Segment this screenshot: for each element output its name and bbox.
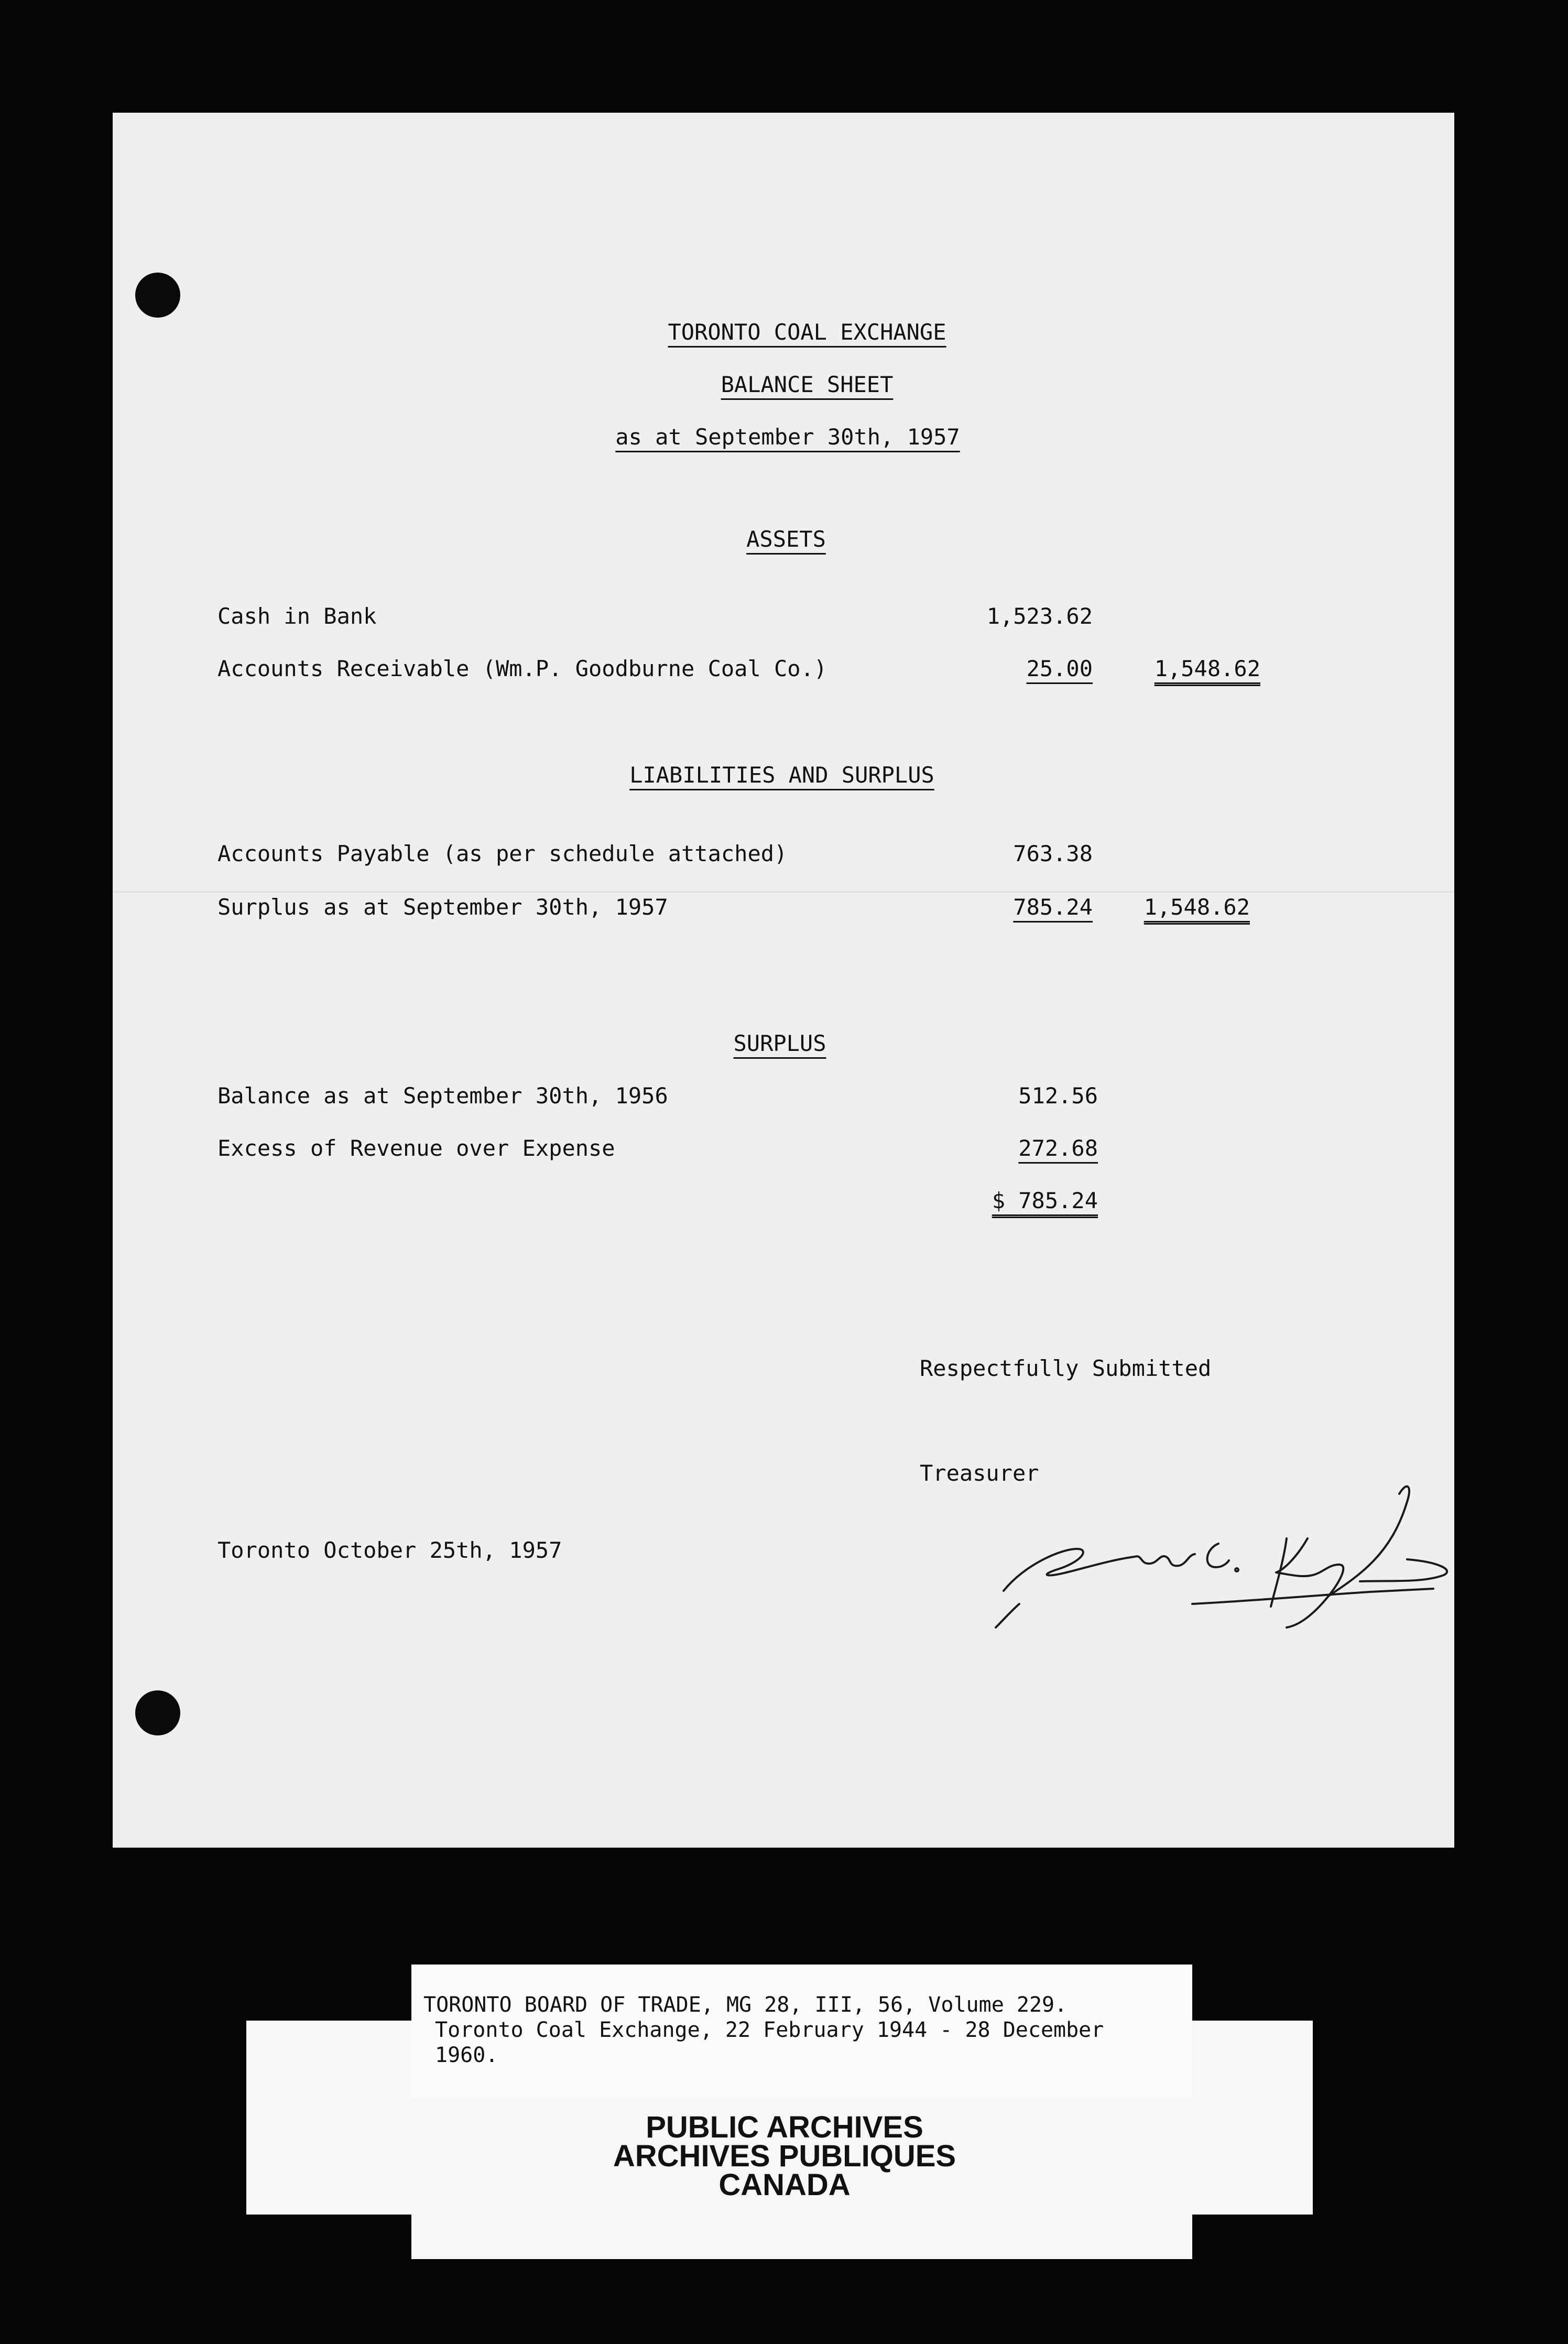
asset-row-label: Cash in Bank [217,603,377,629]
surplus-row-amount: 272.68 [1018,1135,1098,1161]
liability-row-label: Accounts Payable (as per schedule attached) [217,841,788,866]
archive-stamp-line: CANADA [718,2168,851,2202]
liability-row-amount: 785.24 [1013,894,1093,920]
surplus-row-amount: 512.56 [1018,1083,1098,1109]
treasurer-signature [993,1470,1507,1638]
closing-text: Respectfully Submitted [920,1355,1212,1381]
surplus-row-label: Excess of Revenue over Expense [217,1135,615,1161]
assets-heading: ASSETS [746,526,826,552]
citation-line: Toronto Coal Exchange, 22 February 1944 - 28 December [435,2018,1104,2042]
asset-row-label: Accounts Receivable (Wm.P. Goodburne Coal Co.) [217,656,827,681]
surplus-row-label: Balance as at September 30th, 1956 [217,1083,668,1109]
archive-stamp-line: ARCHIVES PUBLIQUES [613,2139,956,2173]
signatory-title: Treasurer [920,1460,1039,1486]
label-strip [411,2215,1192,2259]
document-title: BALANCE SHEET [721,372,894,397]
citation-line: TORONTO BOARD OF TRADE, MG 28, III, 56, Volume 229. [423,1993,1068,2017]
liabilities-total: 1,548.62 [1144,894,1250,920]
citation-line: 1960. [435,2043,498,2067]
liability-row-label: Surplus as at September 30th, 1957 [217,894,668,920]
surplus-heading: SURPLUS [733,1030,826,1056]
liabilities-heading: LIABILITIES AND SURPLUS [629,762,934,788]
punch-hole-top [135,273,180,318]
document-page [113,113,1454,1848]
as-at-date: as at September 30th, 1957 [615,424,960,450]
paper-fold-line [113,891,1454,893]
liability-row-amount: 763.38 [1013,841,1093,866]
place-and-date: Toronto October 25th, 1957 [217,1537,562,1563]
asset-row-amount: 25.00 [1026,656,1093,681]
surplus-total: $ 785.24 [992,1188,1098,1213]
organization-name: TORONTO COAL EXCHANGE [668,319,946,345]
asset-row-amount: 1,523.62 [986,603,1093,629]
archive-stamp-line: PUBLIC ARCHIVES [646,2110,923,2144]
assets-total: 1,548.62 [1154,656,1260,681]
punch-hole-bottom [135,1690,180,1735]
